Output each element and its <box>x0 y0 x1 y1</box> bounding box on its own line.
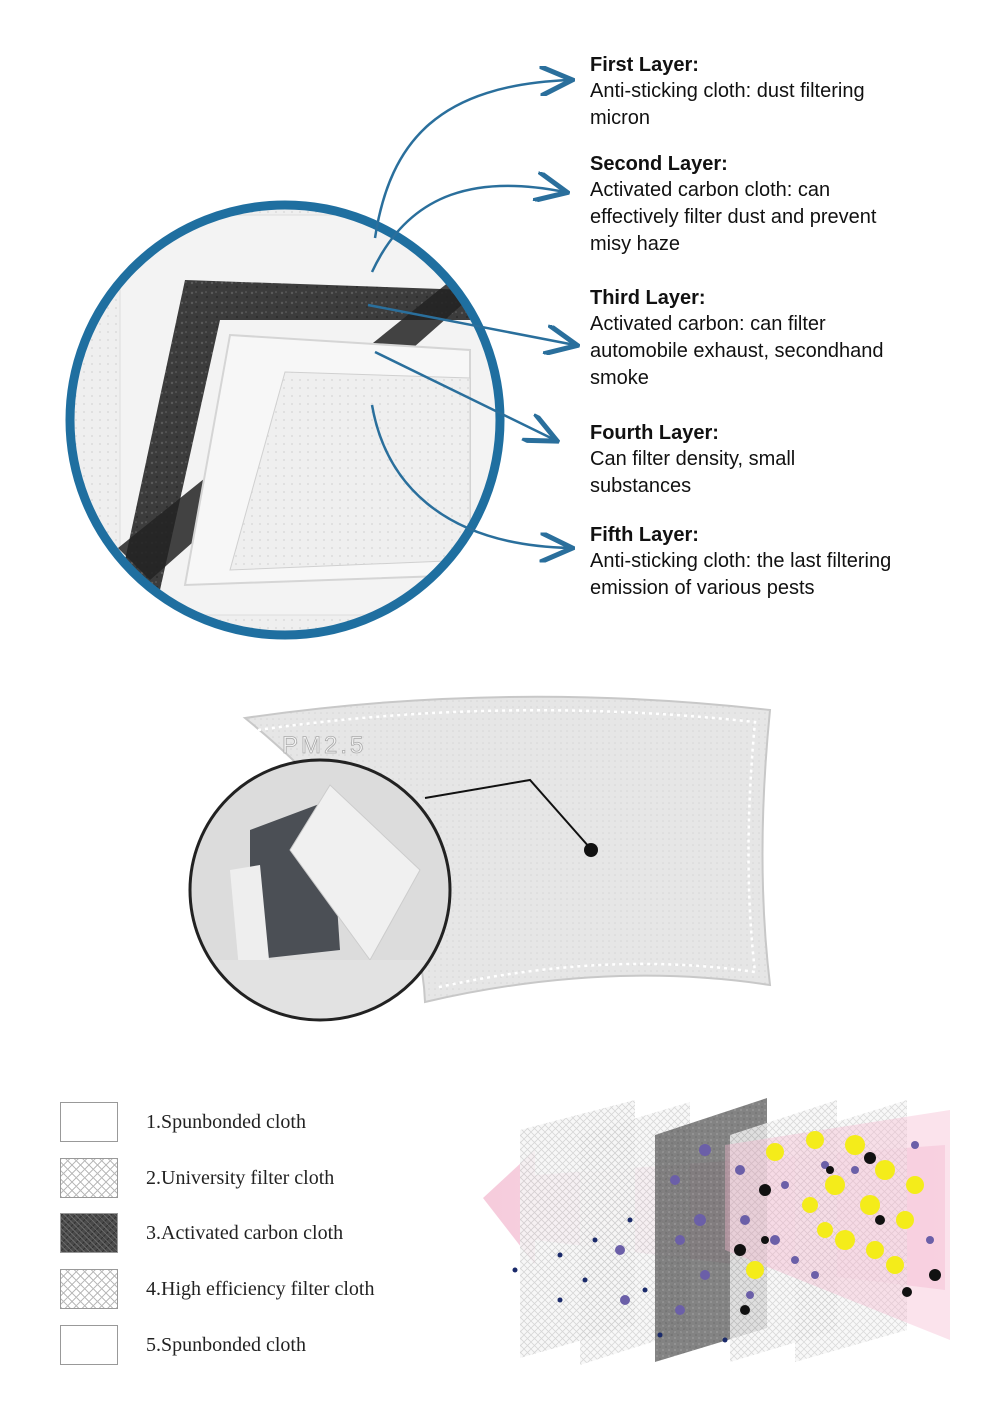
legend-row-3 <box>60 1212 343 1254</box>
layer-3-title: Third Layer: <box>590 287 706 309</box>
pointer-dot <box>584 843 598 857</box>
legend-swatch-plain <box>60 1102 118 1142</box>
layer-3-text <box>590 285 990 392</box>
layer-2-title: Second Layer: <box>590 153 728 175</box>
layer-5-title: Fifth Layer: <box>590 524 699 546</box>
filter-pad-figure <box>0 680 1000 1050</box>
legend-label-4: 4.High efficiency filter cloth <box>146 1277 375 1300</box>
layer-3-desc-line-3: smoke <box>590 367 649 389</box>
legend-label-5: 5.Spunbonded cloth <box>146 1333 306 1356</box>
legend-row-4 <box>60 1268 374 1310</box>
legend-row-2 <box>60 1157 334 1199</box>
layer-5-text <box>590 522 990 602</box>
layer-3-desc-line-1: Activated carbon: can filter <box>590 313 826 335</box>
legend-label-2: 2.University filter cloth <box>146 1166 335 1189</box>
layer-4-desc-line-2: substances <box>590 475 692 497</box>
layer-4-text <box>590 420 990 500</box>
pm25-imprint: PM2.5 <box>282 732 367 759</box>
layer-2-desc-line-1: Activated carbon cloth: can <box>590 179 831 201</box>
legend-row-5 <box>60 1324 306 1366</box>
legend-swatch-mesh-2 <box>60 1269 118 1309</box>
layer-5-desc-line-2: emission of various pests <box>590 577 815 599</box>
layer-5-desc-line-1: Anti-sticking cloth: the last filtering <box>590 550 892 572</box>
layer-2-desc-line-3: misy haze <box>590 233 681 255</box>
layer-3-desc-line-2: automobile exhaust, secondhand <box>590 340 884 362</box>
layer-1-desc-line-1: Anti-sticking cloth: dust filtering <box>590 80 865 102</box>
layer-2-text <box>590 151 990 258</box>
arrow-first-layer <box>375 80 570 238</box>
filtration-illustration <box>475 1090 955 1390</box>
layer-1-title: First Layer: <box>590 54 699 76</box>
layer-2-desc-line-2: effectively filter dust and prevent <box>590 206 877 228</box>
layer-4-title: Fourth Layer: <box>590 422 719 444</box>
legend-label-3: 3.Activated carbon cloth <box>146 1221 344 1244</box>
legend-swatch-mesh <box>60 1158 118 1198</box>
legend-swatch-plain-2 <box>60 1325 118 1365</box>
layer-1-text <box>590 52 990 132</box>
layer-4-desc-line-1: Can filter density, small <box>590 448 796 470</box>
legend-swatch-carbon <box>60 1213 118 1253</box>
layer-1-desc-line-2: micron <box>590 107 651 129</box>
legend-row-1 <box>60 1101 306 1143</box>
legend-label-1: 1.Spunbonded cloth <box>146 1110 306 1133</box>
